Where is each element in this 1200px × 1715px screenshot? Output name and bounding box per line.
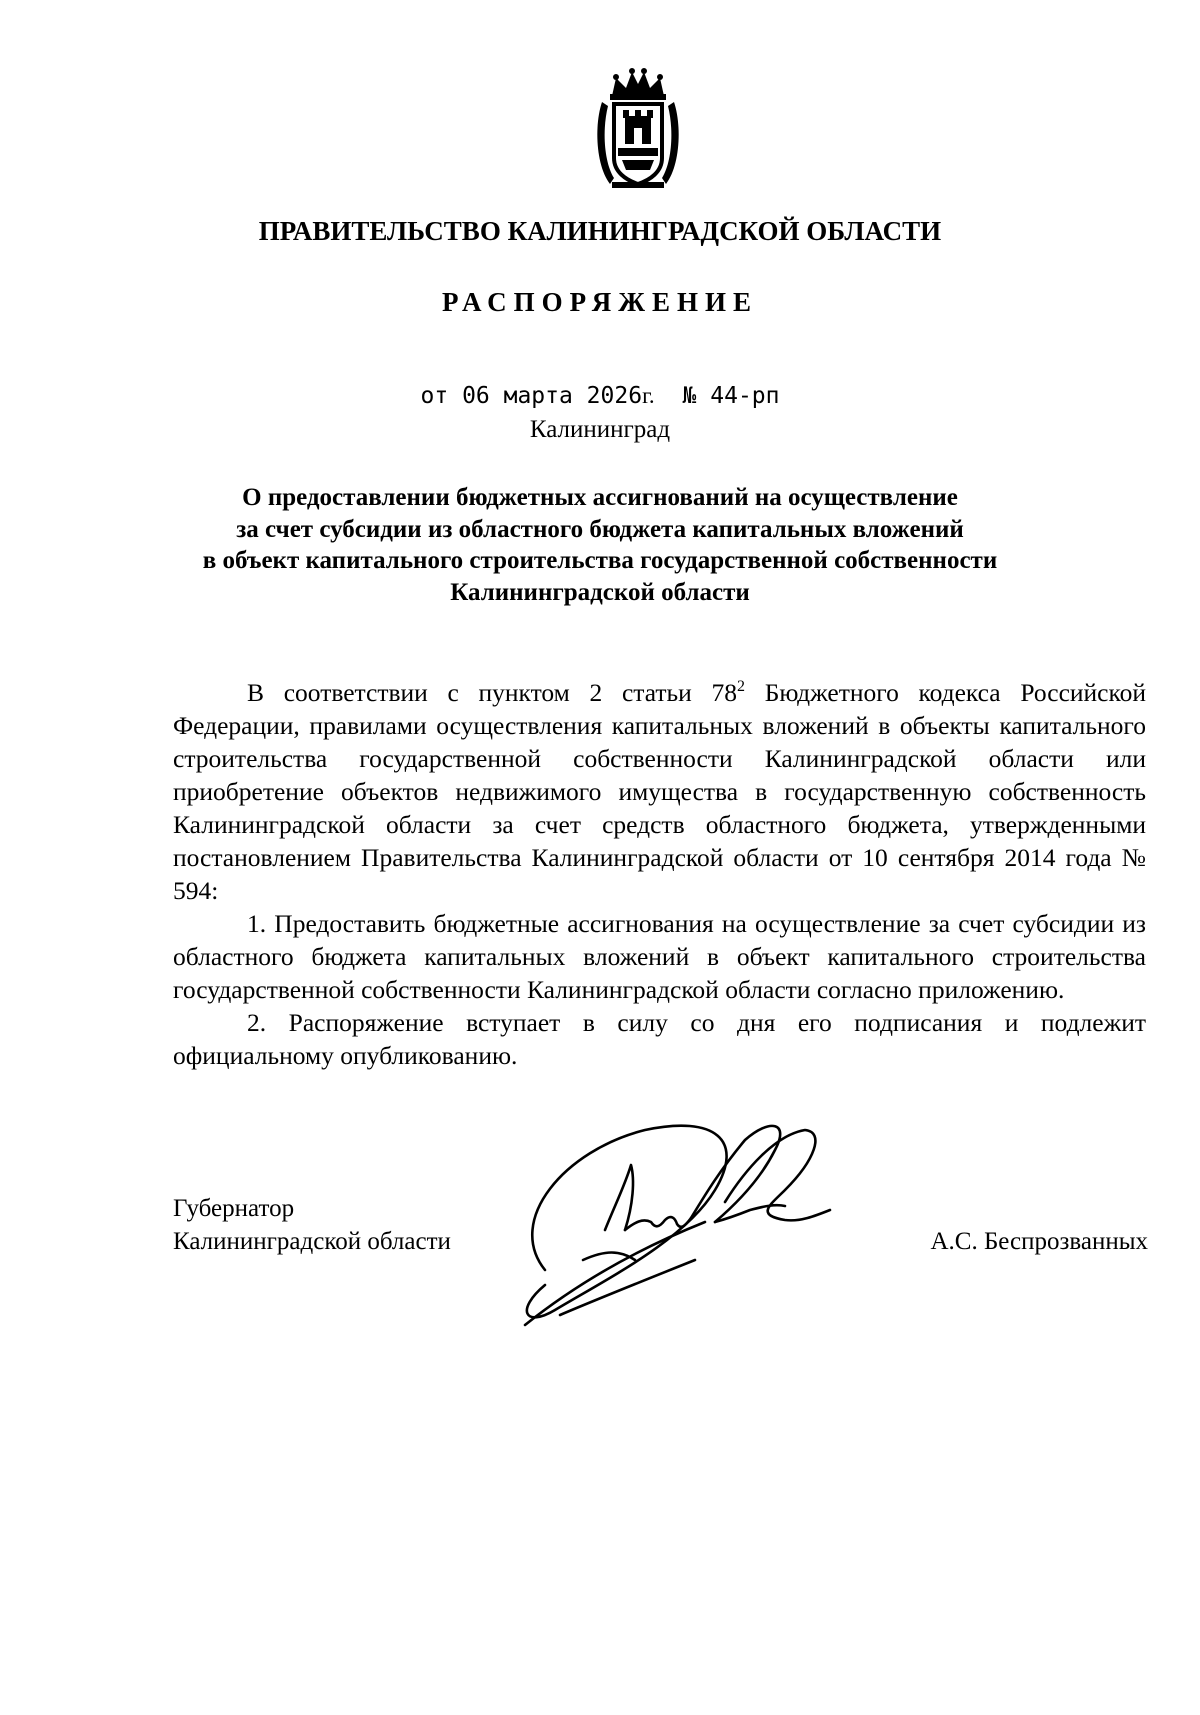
preamble-paragraph xyxy=(173,676,1146,907)
position-line: Калининградской области xyxy=(173,1228,451,1255)
city: Калининград xyxy=(529,416,671,443)
signatory-name: А.С. Беспрозванных xyxy=(930,1228,1148,1255)
item-paragraph-2: 2. Распоряжение вступает в силу со дня его подписания и подлежит официальному опубликованию. xyxy=(173,1008,1146,1070)
year-suffix: г. xyxy=(642,383,655,408)
coat-of-arms-icon xyxy=(592,66,684,191)
preamble-start: В соответствии с пунктом 2 статьи 78 xyxy=(247,678,738,707)
document-body xyxy=(173,676,1146,1072)
document-number: 44-рп xyxy=(710,383,780,409)
document-title xyxy=(150,482,1050,608)
number-sign: № xyxy=(682,383,697,409)
organization-title: ПРАВИТЕЛЬСТВО КАЛИНИНГРАДСКОЙ ОБЛАСТИ xyxy=(258,216,942,246)
document-date: 06 марта 2026 xyxy=(462,383,643,409)
position-line: Губернатор xyxy=(173,1195,295,1222)
title-line: Калининградской области xyxy=(450,578,750,606)
signatory-position xyxy=(173,1192,451,1258)
document-type: РАСПОРЯЖЕНИЕ xyxy=(441,287,759,317)
preamble-rest: Бюджетного кодекса Российской Федерации, правилами осуществления капитальных вложений в объекты капитального строительства государственной собственности Калининградской области или приобретение объектов недвижимого имущества в государственную собственность Калининградской области за счет средств областного бюджета, утвержденными постановлением Правительства Калининградской области от 10 сентября 2014 года № 594: xyxy=(173,678,1146,905)
preamble-superscript: 2 xyxy=(737,678,746,695)
title-line: в объект капитального строительства государственной собственности xyxy=(202,547,998,574)
document-date-line xyxy=(0,383,1200,409)
title-line: за счет субсидии из областного бюджета капитальных вложений xyxy=(236,515,964,543)
title-line: О предоставлении бюджетных ассигнований на осуществление xyxy=(242,484,958,511)
item-paragraph-1: 1. Предоставить бюджетные ассигнования на осуществление за счет субсидии из областного бюджета капитальных вложений в объект капитального строительства государственной собственности Калининградской области согласно приложению. xyxy=(173,909,1146,1004)
date-prefix: от xyxy=(420,383,449,409)
handwritten-signature xyxy=(485,1110,885,1350)
